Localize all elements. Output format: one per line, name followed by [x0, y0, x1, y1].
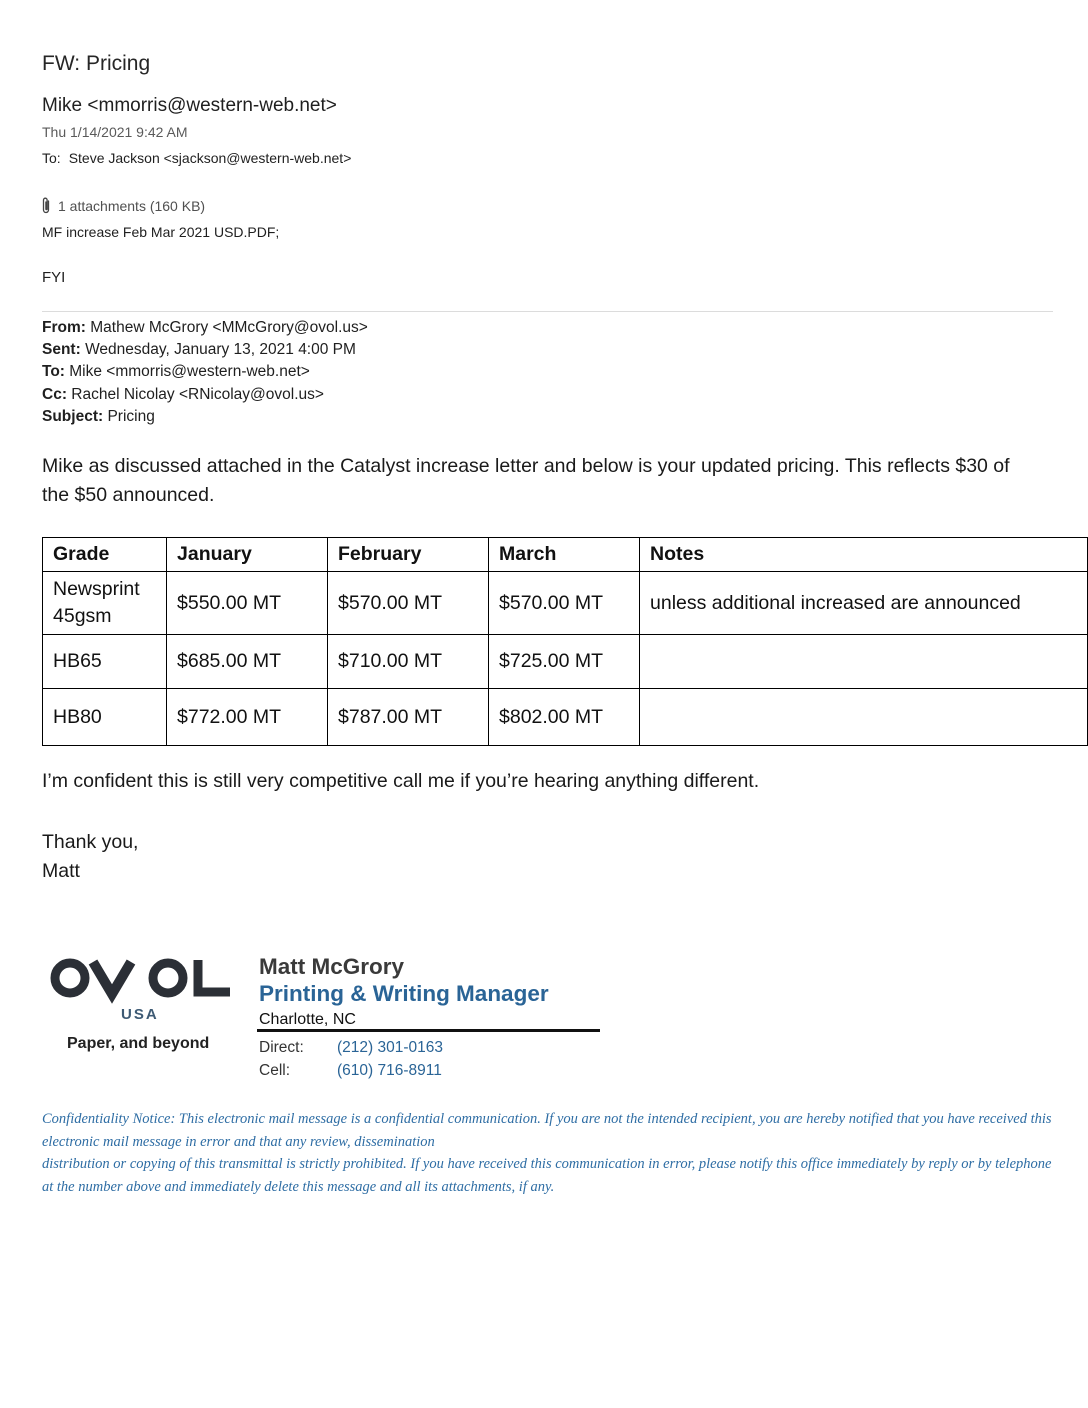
- confidentiality-notice: [42, 1108, 1052, 1198]
- closing-remark: I’m confident this is still very competitive call me if you’re hearing anything different.: [42, 770, 760, 792]
- fwd-to-value: Mike <mmorris@western-web.net>: [69, 363, 310, 380]
- cell-grade: Newsprint 45gsm: [43, 572, 167, 635]
- logo-usa-text: USA: [121, 1006, 159, 1023]
- table-row: [43, 689, 1088, 746]
- from-value: Mathew McGrory <MMcGrory@ovol.us>: [90, 319, 368, 336]
- logo-tagline: Paper, and beyond: [67, 1035, 210, 1052]
- cell-january: $550.00 MT: [167, 572, 328, 635]
- cell-february: $570.00 MT: [328, 572, 489, 635]
- cell-grade: HB80: [43, 689, 167, 746]
- fwd-subject-label: Subject:: [42, 408, 104, 425]
- signature-city: Charlotte, NC: [259, 1011, 356, 1028]
- signature-title: Printing & Writing Manager: [259, 981, 549, 1006]
- signature-rule: [257, 1029, 600, 1032]
- cell-january: $685.00 MT: [167, 635, 328, 689]
- email-recipients: [42, 150, 351, 166]
- from-label: From:: [42, 319, 86, 336]
- forwarded-to: [42, 363, 310, 381]
- email-subject: FW: Pricing: [42, 52, 151, 75]
- cell-march: $570.00 MT: [489, 572, 640, 635]
- to-label: To:: [42, 150, 61, 166]
- direct-label: Direct:: [259, 1039, 304, 1056]
- email-sender[interactable]: Mike <mmorris@western-web.net>: [42, 95, 337, 116]
- cell-notes: [640, 689, 1088, 746]
- cell-notes: unless additional increased are announced: [640, 572, 1088, 635]
- header-grade: Grade: [43, 538, 167, 572]
- sign-off: [42, 828, 138, 886]
- fwd-subject-value: Pricing: [107, 408, 155, 425]
- cell-phone[interactable]: (610) 716-8911: [337, 1062, 442, 1079]
- pricing-intro: Mike as discussed attached in the Catalyst increase letter and below is your updated pricing. This reflects $30 of the $50 announced.: [42, 455, 1010, 506]
- forwarded-sent: [42, 341, 356, 359]
- cell-march: $725.00 MT: [489, 635, 640, 689]
- forwarded-subject: [42, 408, 155, 426]
- forwarded-cc: [42, 386, 324, 404]
- attachment-count: 1 attachments (160 KB): [58, 198, 206, 214]
- cell-february: $787.00 MT: [328, 689, 489, 746]
- cell-label: Cell:: [259, 1062, 291, 1079]
- cc-value: Rachel Nicolay <RNicolay@ovol.us>: [71, 386, 324, 403]
- signature-cell: [259, 1062, 442, 1080]
- attachment-summary[interactable]: [38, 196, 205, 216]
- ovol-logo: [48, 956, 238, 1004]
- header-january: January: [167, 538, 328, 572]
- cc-label: Cc:: [42, 386, 67, 403]
- attachment-file-link[interactable]: MF increase Feb Mar 2021 USD.PDF;: [42, 224, 280, 240]
- thanks-line: Thank you,: [42, 831, 139, 853]
- header-notes: Notes: [640, 538, 1088, 572]
- fwd-to-label: To:: [42, 363, 65, 380]
- table-row: [43, 635, 1088, 689]
- to-value[interactable]: Steve Jackson <sjackson@western-web.net>: [68, 150, 352, 166]
- pricing-table: [42, 537, 1088, 746]
- forwarded-from: [42, 319, 368, 337]
- cell-notes: [640, 635, 1088, 689]
- table-header-row: [43, 538, 1088, 572]
- email-date: Thu 1/14/2021 9:42 AM: [42, 124, 188, 140]
- header-february: February: [328, 538, 489, 572]
- cell-march: $802.00 MT: [489, 689, 640, 746]
- notice-part-2: distribution or copying of this transmittal is strictly prohibited. If you have received this communication in error, please notify this office immediately by reply or by telephone at the number above and immediately delete this message and all its attachments, if any.: [42, 1156, 1052, 1195]
- email-body-note: FYI: [42, 269, 66, 286]
- cell-february: $710.00 MT: [328, 635, 489, 689]
- sent-value: Wednesday, January 13, 2021 4:00 PM: [85, 341, 356, 358]
- signature-direct: [259, 1039, 443, 1057]
- signer-first-name: Matt: [42, 860, 80, 882]
- cell-january: $772.00 MT: [167, 689, 328, 746]
- forward-divider: [42, 311, 1053, 312]
- notice-part-1: Confidentiality Notice: This electronic mail message is a confidential communication. If you are not the intended recipient, you are hereby notified that you have received this electronic mail message in error and that any review, dissemination: [42, 1111, 1052, 1150]
- paperclip-icon: [38, 196, 54, 216]
- direct-phone[interactable]: (212) 301-0163: [337, 1039, 443, 1056]
- signature-name: Matt McGrory: [259, 954, 405, 979]
- table-row: [43, 572, 1088, 635]
- cell-grade: HB65: [43, 635, 167, 689]
- header-march: March: [489, 538, 640, 572]
- sent-label: Sent:: [42, 341, 81, 358]
